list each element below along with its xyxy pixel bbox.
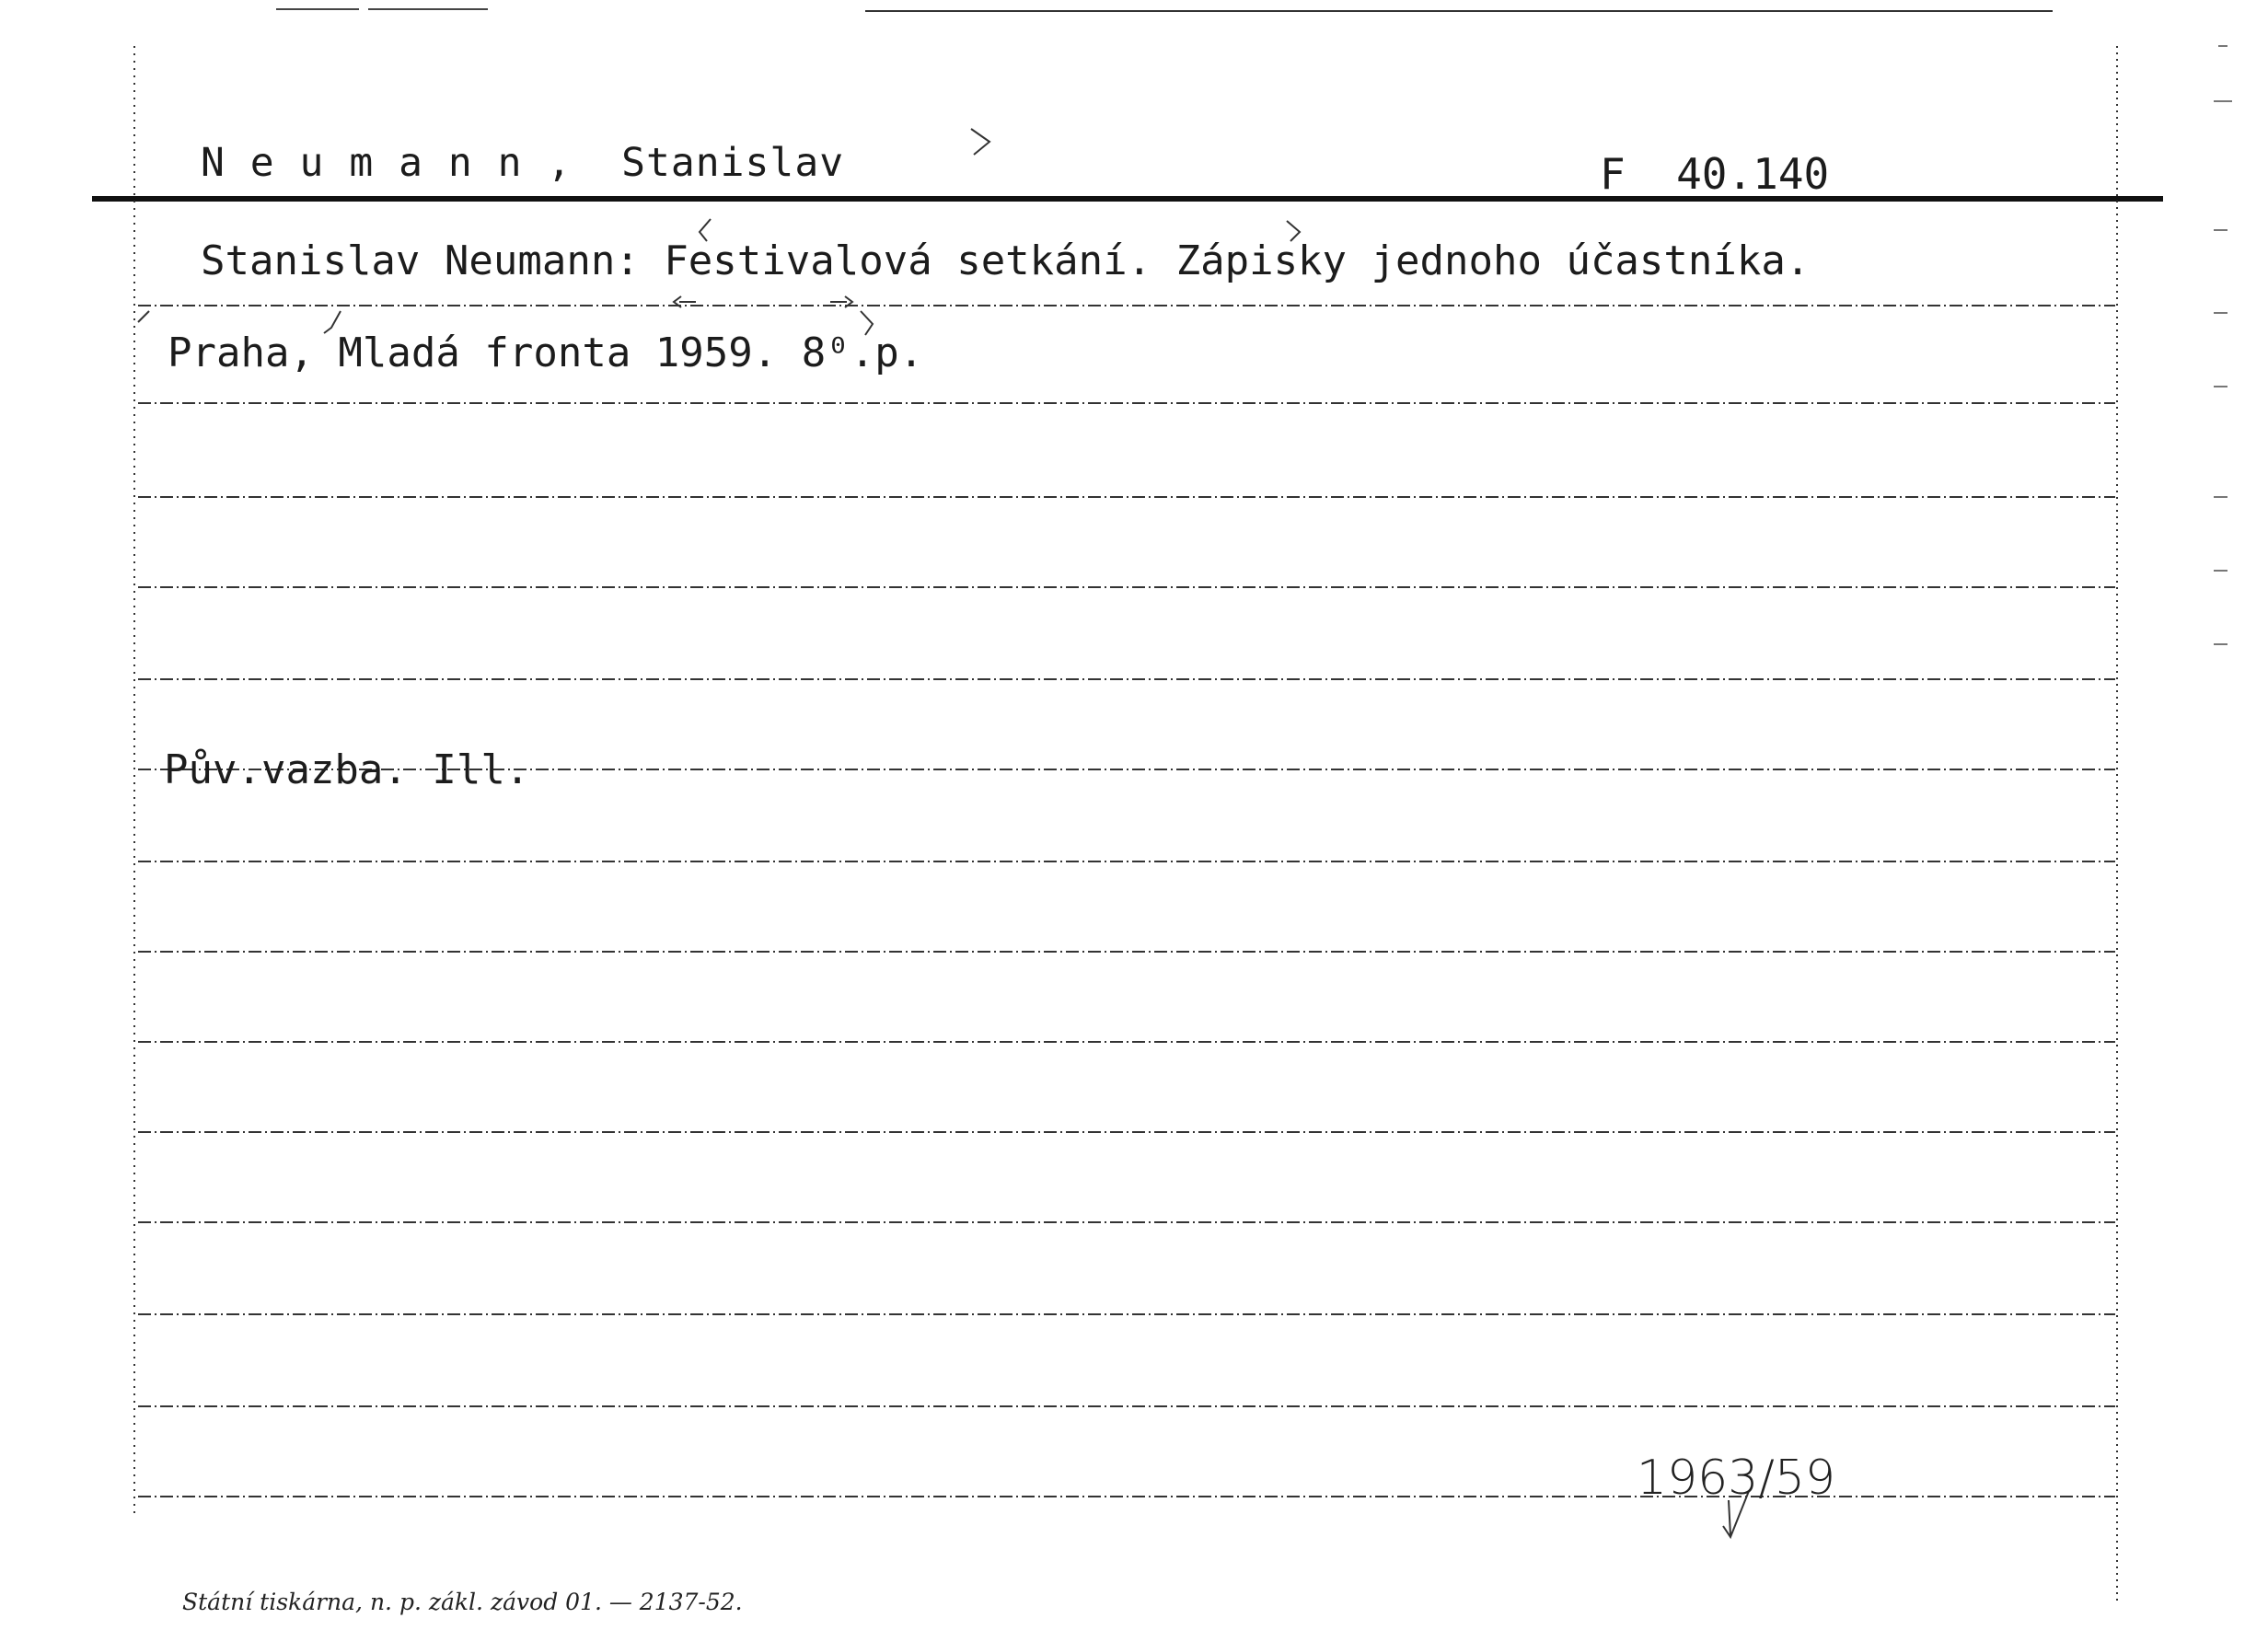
imprint-statement: Praha, Mladá fronta 1959. 8⁰.p. — [168, 329, 924, 376]
shelfmark: F 40.140 — [1600, 149, 1830, 199]
title-statement: Stanislav Neumann: Festivalová setkání. Zápisky jednoho účastníka. — [201, 237, 1811, 284]
accession-number: 1963/59 — [1637, 1451, 1836, 1506]
printer-imprint: Státní tiskárna, n. p. zákl. závod 01. — 2137-52. — [182, 1589, 743, 1615]
heading-author: N e u m a n n , Stanislav — [201, 140, 845, 186]
binding-note: Pův.vazba. Ill. — [164, 746, 530, 793]
